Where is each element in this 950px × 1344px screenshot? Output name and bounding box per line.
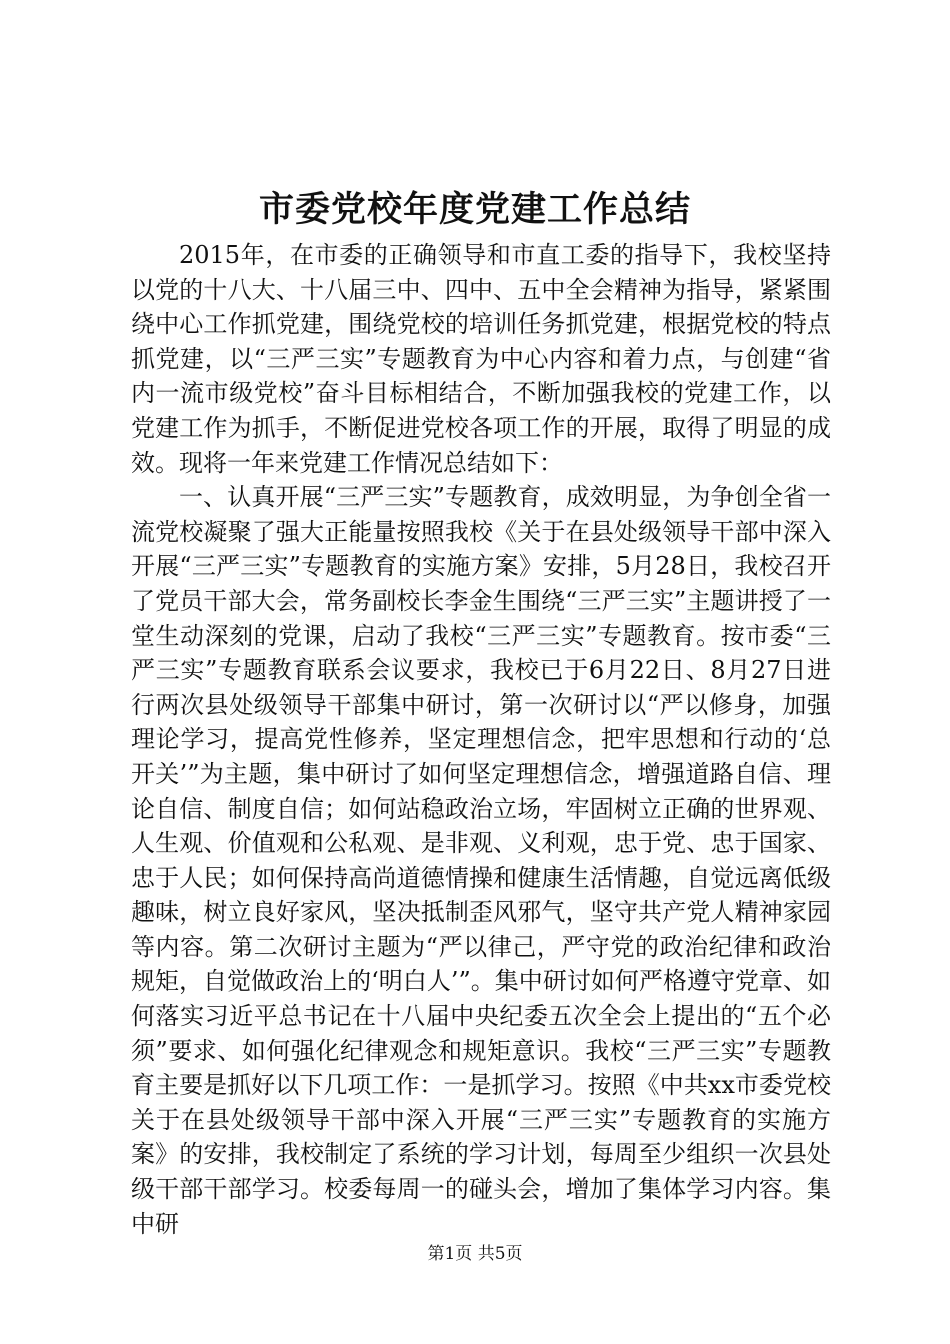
document-body bbox=[131, 238, 831, 1241]
document-title: 市委党校年度党建工作总结 bbox=[258, 189, 691, 230]
paragraph-intro: 2015年，在市委的正确领导和市直工委的指导下，我校坚持以党的十八大、十八届三中、四中、五中全会精神为指导，紧紧围绕中心工作抓党建，围绕党校的培训任务抓党建，根据党校的特点抓党建，以“三严三实”专题教育为中心内容和着力点，与创建“省内一流市级党校”奋斗目标相结合，不断加强我校的党建工作，以党建工作为抓手，不断促进党校各项工作的开展，取得了明显的成效。现将一年来党建工作情况总结如下： bbox=[131, 241, 831, 477]
page-footer: 第1页 共5页 bbox=[427, 1244, 523, 1264]
paragraph-section-one: 一、认真开展“三严三实”专题教育，成效明显，为争创全省一流党校凝聚了强大正能量按照我校《关于在县处级领导干部中深入开展“三严三实”专题教育的实施方案》安排，5月28日，我校召开了党员干部大会，常务副校长李金生围绕“三严三实”主题讲授了一堂生动深刻的党课，启动了我校“三严三实”专题教育。按市委“三严三实”专题教育联系会议要求，我校已于6月22日、8月27日进行两次县处级领导干部集中研讨，第一次研讨以“严以修身，加强理论学习，提高党性修养，坚定理想信念，把牢思想和行动的‘总开关’”为主题，集中研讨了如何坚定理想信念，增强道路自信、理论自信、制度自信；如何站稳政治立场，牢固树立正确的世界观、人生观、价值观和公私观、是非观、义利观，忠于党、忠于国家、忠于人民；如何保持高尚道德情操和健康生活情趣，自觉远离低级趣味，树立良好家风，坚决抵制歪风邪气，坚守共产党人精神家园等内容。第二次研讨主题为“严以律己，严守党的政治纪律和政治规矩，自觉做政治上的‘明白人’”。集中研讨如何严格遵守党章、如何落实习近平总书记在十八届中央纪委五次全会上提出的“五个必须”要求、如何强化纪律观念和规矩意识。我校“三严三实”专题教育主要是抓好以下几项工作：一是抓学习。按照《中共xx市委党校关于在县处级领导干部中深入开展“三严三实”专题教育的实施方案》的安排，我校制定了系统的学习计划，每周至少组织一次县处级干部干部学习。校委每周一的碰头会，增加了集体学习内容。集中研 bbox=[131, 483, 831, 1238]
